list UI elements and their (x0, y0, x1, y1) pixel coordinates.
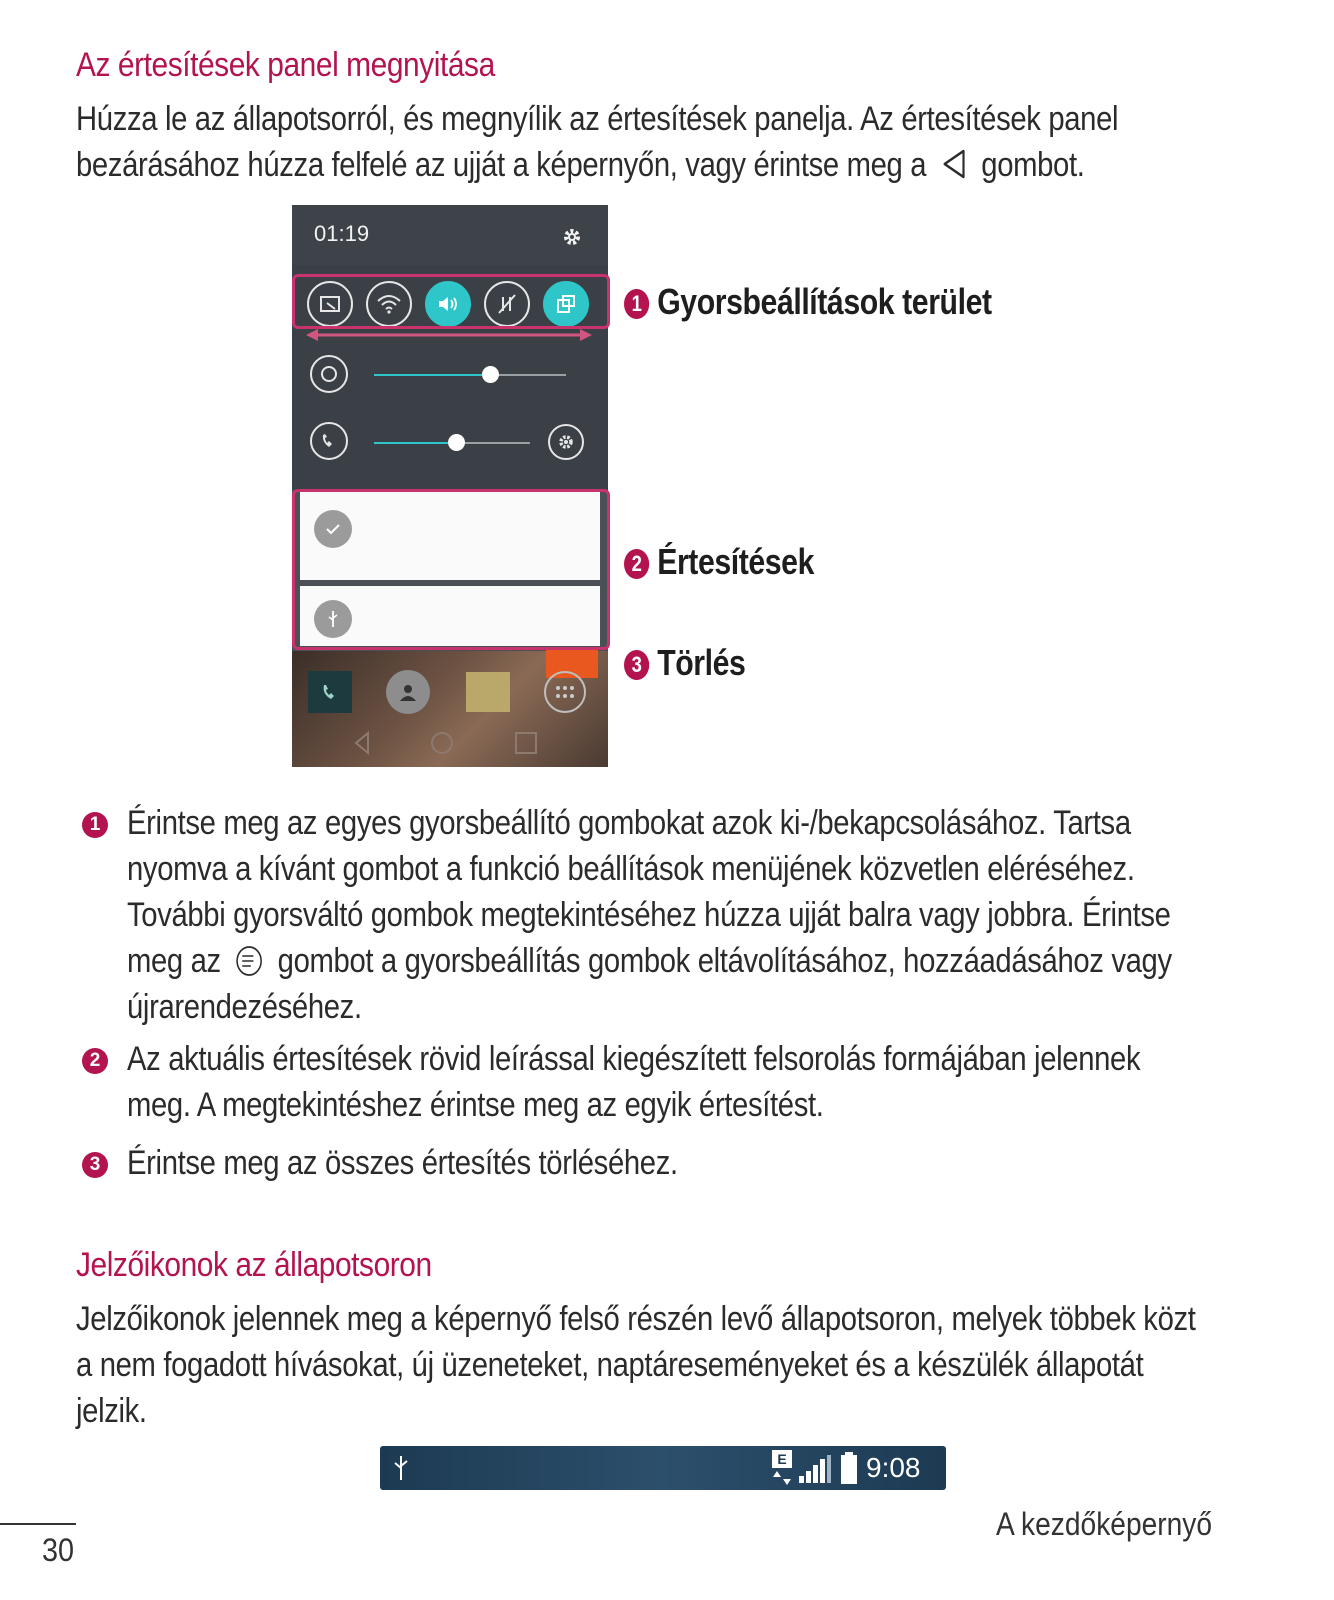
paragraph-line: Húzza le az állapotsorról, és megnyílik az értesítések panelja. Az értesítések panel (76, 100, 1119, 138)
section-heading-notifications: Az értesítések panel megnyitása (76, 46, 495, 84)
volume-slider-thumb[interactable] (448, 434, 465, 451)
usb-icon (392, 1454, 410, 1482)
gear-icon[interactable] (560, 225, 584, 249)
callout-notifications: 2 Értesítések (624, 541, 814, 583)
quick-settings-highlight (292, 274, 610, 329)
edit-quick-settings-icon (232, 944, 266, 978)
data-transfer-icon (772, 1469, 792, 1487)
footer-divider (0, 1523, 76, 1525)
status-icons-paragraph: Jelzőikonok jelennek meg a képernyő felső részén levő állapotsoron, melyek többek közt a nem fogadott hívásokat, új üzeneteket, naptáreseményeket és a készülék állapotát jelzik. (76, 1300, 1196, 1430)
callout-quick-settings: 1 Gyorsbeállítások terület (624, 281, 992, 323)
signal-strength-icon (798, 1454, 832, 1484)
apps-icon[interactable] (544, 671, 586, 713)
contacts-app-icon[interactable] (386, 670, 430, 714)
navigation-bar (352, 730, 552, 756)
status-bar-example (380, 1446, 946, 1490)
volume-slider-fill (374, 442, 452, 444)
list-item: Érintse meg az összes értesítés törléséhez. (127, 1144, 678, 1182)
chapter-title: A kezdőképernyő (996, 1506, 1213, 1542)
ringtone-volume-icon (310, 422, 348, 460)
back-icon (939, 147, 968, 181)
intro-paragraph (76, 96, 1118, 188)
brightness-icon (310, 355, 348, 393)
brightness-slider-fill (374, 374, 484, 376)
list-marker: 3 (82, 1152, 108, 1178)
brightness-slider-thumb[interactable] (482, 366, 499, 383)
paragraph-line: bezárásához húzza felfelé az ujját a képernyőn, vagy érintse meg a gombot. (76, 146, 1085, 184)
battery-icon (840, 1451, 858, 1485)
gear-icon (557, 433, 575, 451)
list-item: Érintse meg az egyes gyorsbeállító gombokat azok ki-/bekapcsolásához. Tartsa nyomva a kívánt gombot a funkció beállítások menüjének közvetlen eléréséhez. További gyorsváltó gombok megtekintéséhez húzza ujját balra vagy jobbra. Érintse meg az gombot a gyorsbeállítás gombok eltávolításához, hozzáadásához vagy újrarendezéséhez. (127, 804, 1172, 1026)
panel-header (292, 205, 608, 265)
phone-app-icon[interactable] (308, 671, 352, 713)
clock: 01:19 (314, 221, 370, 246)
notifications-highlight (292, 489, 610, 650)
list-marker: 2 (82, 1048, 108, 1074)
list-item: Az aktuális értesítések rövid leírással kiegészített felsorolás formájában jelennek meg. A megtekintéshez érintse meg az egyik értesítést. (127, 1040, 1141, 1124)
sound-settings-button[interactable] (548, 424, 584, 460)
swipe-arrow-icon (306, 327, 592, 343)
callout-clear: 3 Törlés (624, 642, 745, 684)
messaging-app-icon[interactable] (466, 672, 510, 712)
list-marker: 1 (82, 812, 108, 838)
page-number: 30 (42, 1532, 75, 1568)
status-bar-clock: 9:08 (866, 1452, 921, 1483)
network-type-icon: E (772, 1450, 792, 1468)
section-heading-status-icons: Jelzőikonok az állapotsoron (76, 1246, 432, 1284)
